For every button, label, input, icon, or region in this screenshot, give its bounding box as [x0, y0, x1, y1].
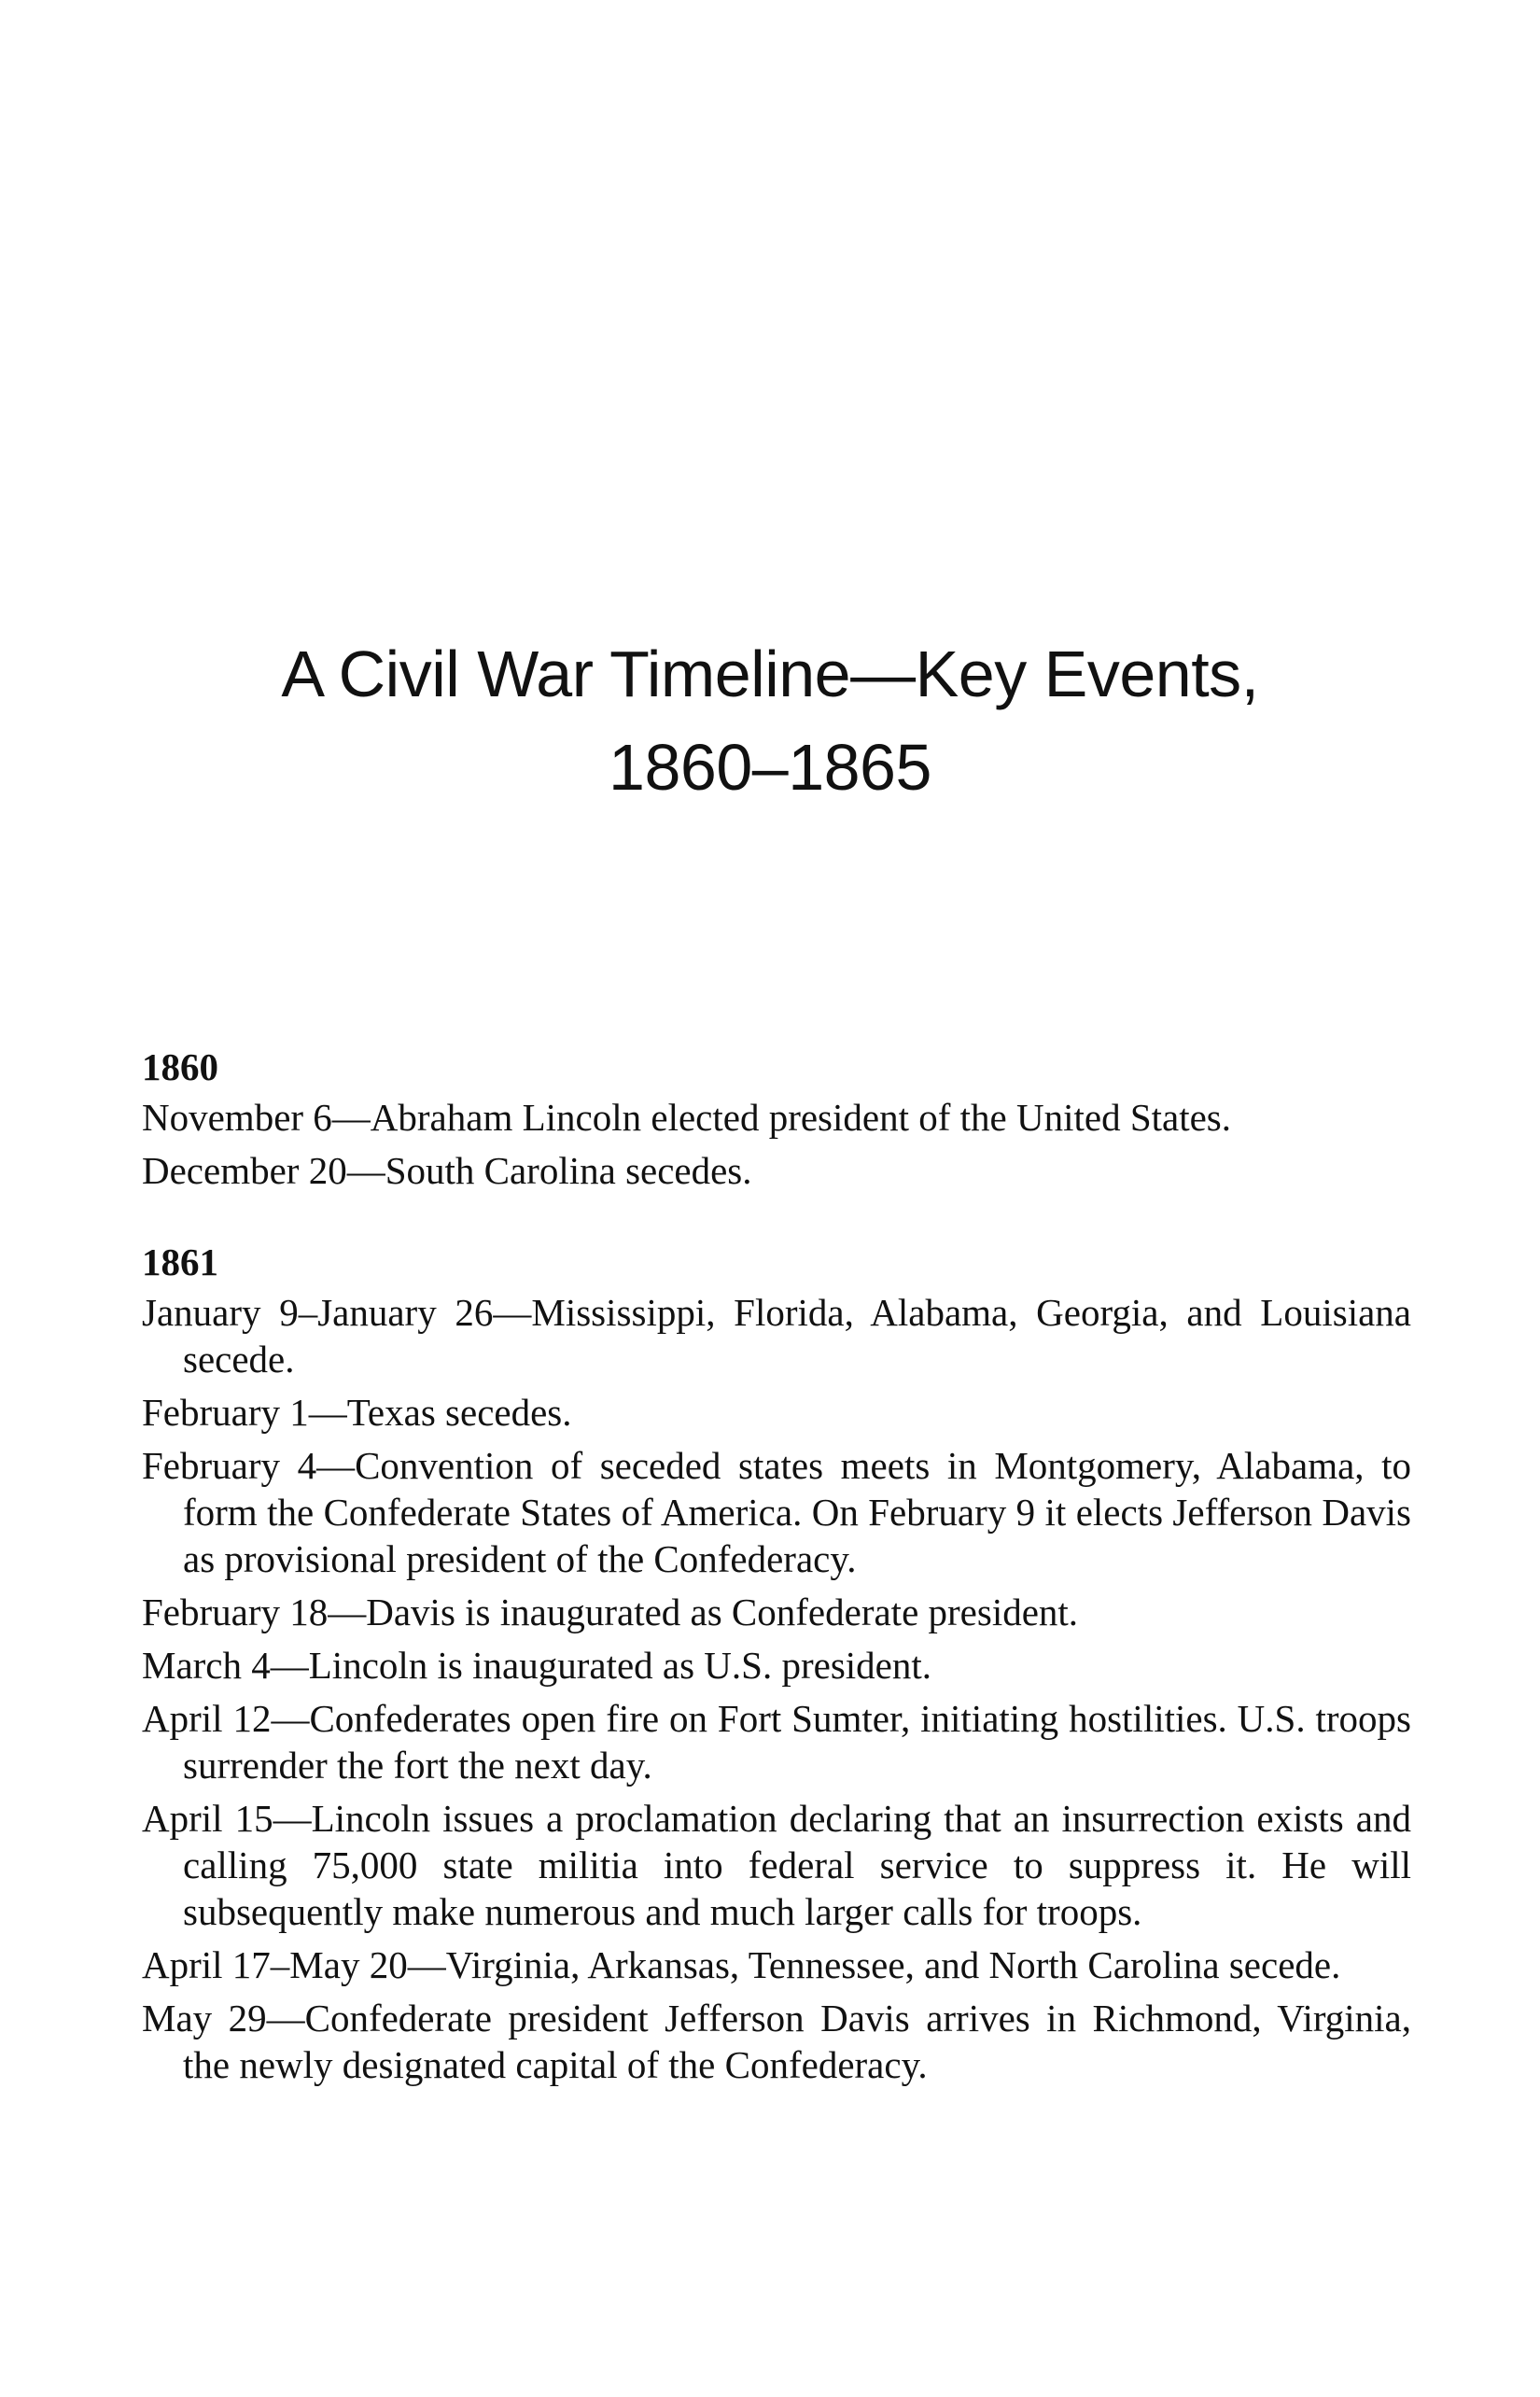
- timeline-event: February 1—Texas secedes.: [142, 1391, 572, 1434]
- timeline-content: [142, 1044, 1411, 2133]
- timeline-event: April 12—Confederates open fire on Fort Sumter, initiating hostilities. U.S. troops surrender the fort the next day.: [142, 1697, 1411, 1787]
- timeline-event: April 15—Lincoln issues a proclamation declaring that an insurrection exists and calling 75,000 state militia into federal service to suppress it. He will subsequently make numerous and much larger calls for troops.: [142, 1797, 1411, 1933]
- year-heading: 1860: [142, 1045, 218, 1088]
- timeline-event: April 17–May 20—Virginia, Arkansas, Tennessee, and North Carolina secede.: [142, 1943, 1341, 1986]
- page-title: [0, 627, 1540, 814]
- year-section-1861: [142, 1239, 1411, 2088]
- timeline-event: February 4—Convention of seceded states meets in Montgomery, Alabama, to form the Confederate States of America. On February 9 it elects Jefferson Davis as provisional president of the Confederacy.: [142, 1444, 1411, 1580]
- page-title-line-1: A Civil War Timeline—Key Events,: [281, 638, 1259, 710]
- timeline-event: February 18—Davis is inaugurated as Confederate president.: [142, 1591, 1079, 1633]
- timeline-event: May 29—Confederate president Jefferson Davis arrives in Richmond, Virginia, the newly designated capital of the Confederacy.: [142, 1997, 1411, 2086]
- year-heading: 1861: [142, 1241, 218, 1283]
- timeline-event: January 9–January 26—Mississippi, Florida, Alabama, Georgia, and Louisiana secede.: [142, 1291, 1411, 1381]
- timeline-event: November 6—Abraham Lincoln elected president of the United States.: [142, 1096, 1231, 1139]
- year-section-1860: [142, 1044, 1411, 1194]
- page-title-line-2: 1860–1865: [609, 731, 931, 804]
- timeline-event: March 4—Lincoln is inaugurated as U.S. president.: [142, 1644, 932, 1687]
- timeline-event: December 20—South Carolina secedes.: [142, 1149, 752, 1192]
